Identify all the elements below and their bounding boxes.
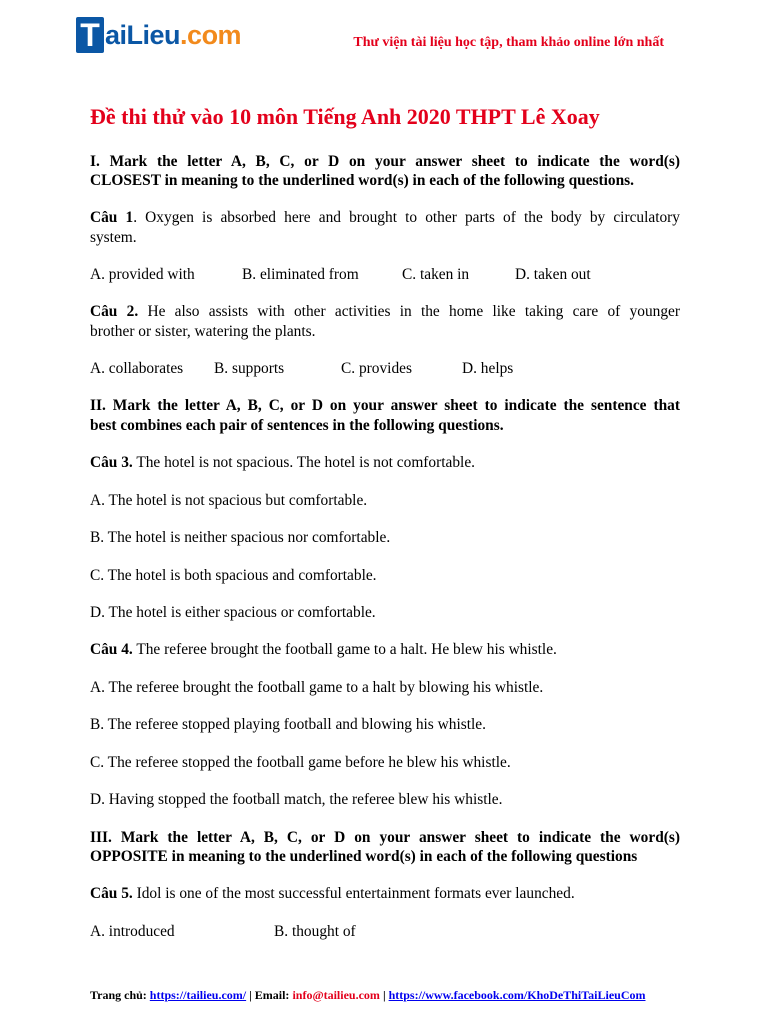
- q1-option-b: B. eliminated from: [242, 266, 359, 283]
- question-2-text-cont: brother or sister, watering the plants.: [90, 323, 316, 340]
- question-4-text: Câu 4. The referee brought the football game to a halt. He blew his whistle.: [90, 641, 557, 658]
- section-1-instruction-line-2: CLOSEST in meaning to the underlined word(s) in each of the following questions.: [90, 172, 635, 189]
- question-5-text: Câu 5. Idol is one of the most successful entertainment formats ever launched.: [90, 885, 575, 902]
- footer-email-label: | Email:: [246, 988, 293, 1002]
- q1-option-c: C. taken in: [402, 266, 470, 283]
- section-3-instruction-line-2: OPPOSITE in meaning to the underlined word(s) in each of the following questions: [90, 848, 638, 865]
- question-5-options: [90, 922, 680, 942]
- q2-option-d: D. helps: [462, 360, 514, 377]
- page-footer: [90, 988, 680, 1003]
- q4-option-c: C. The referee stopped the football game before he blew his whistle.: [90, 754, 511, 771]
- header-tagline: Thư viện tài liệu học tập, tham khảo online lớn nhất: [353, 35, 664, 50]
- q3-option-a: A. The hotel is not spacious but comfortable.: [90, 492, 368, 509]
- q2-option-a: A. collaborates: [90, 360, 184, 377]
- q3-option-c: C. The hotel is both spacious and comfortable.: [90, 567, 377, 584]
- footer-email[interactable]: info@tailieu.com: [292, 988, 380, 1002]
- question-2-options: [90, 359, 680, 379]
- q2-option-c: C. provides: [341, 360, 412, 377]
- site-logo[interactable]: [76, 14, 241, 56]
- logo-wordmark: aiLieu.com: [105, 19, 242, 50]
- q4-option-a: A. The referee brought the football game to a halt by blowing his whistle.: [90, 679, 544, 696]
- q1-option-d: D. taken out: [515, 266, 591, 283]
- section-3-instruction-line-1: III. Mark the letter A, B, C, or D on your answer sheet to indicate the word(s): [90, 829, 680, 846]
- q3-option-d: D. The hotel is either spacious or comfortable.: [90, 604, 376, 621]
- question-1-text: Câu 1. Oxygen is absorbed here and brought to other parts of the body by circulatory: [90, 209, 680, 226]
- footer-home-link[interactable]: https://tailieu.com/: [149, 988, 247, 1002]
- logo-mark: T: [76, 17, 104, 53]
- q5-option-a: A. introduced: [90, 923, 175, 940]
- section-2-instruction-line-2: best combines each pair of sentences in the following questions.: [90, 417, 504, 434]
- q4-option-d: D. Having stopped the football match, the referee blew his whistle.: [90, 791, 503, 808]
- section-1-instruction-line-1: I. Mark the letter A, B, C, or D on your answer sheet to indicate the word(s): [90, 153, 680, 170]
- footer-home-label: Trang chủ:: [90, 988, 150, 1002]
- question-2-text: Câu 2. He also assists with other activities in the home like taking care of younger: [90, 303, 680, 320]
- footer-separator: |: [379, 988, 389, 1002]
- question-1-text-cont: system.: [90, 229, 137, 246]
- q5-option-b: B. thought of: [274, 923, 356, 940]
- question-3-text: Câu 3. The hotel is not spacious. The hotel is not comfortable.: [90, 454, 476, 471]
- q3-option-b: B. The hotel is neither spacious nor comfortable.: [90, 529, 391, 546]
- q2-option-b: B. supports: [214, 360, 285, 377]
- q4-option-b: B. The referee stopped playing football and blowing his whistle.: [90, 716, 486, 733]
- section-2-instruction-line-1: II. Mark the letter A, B, C, or D on your answer sheet to indicate the sentence that: [90, 397, 680, 414]
- page-title: Đề thi thử vào 10 môn Tiếng Anh 2020 THPT Lê Xoay: [90, 104, 600, 129]
- q1-option-a: A. provided with: [90, 266, 195, 283]
- question-1-options: [90, 265, 680, 285]
- footer-facebook-link[interactable]: https://www.facebook.com/KhoDeThiTaiLieuCom: [388, 988, 646, 1002]
